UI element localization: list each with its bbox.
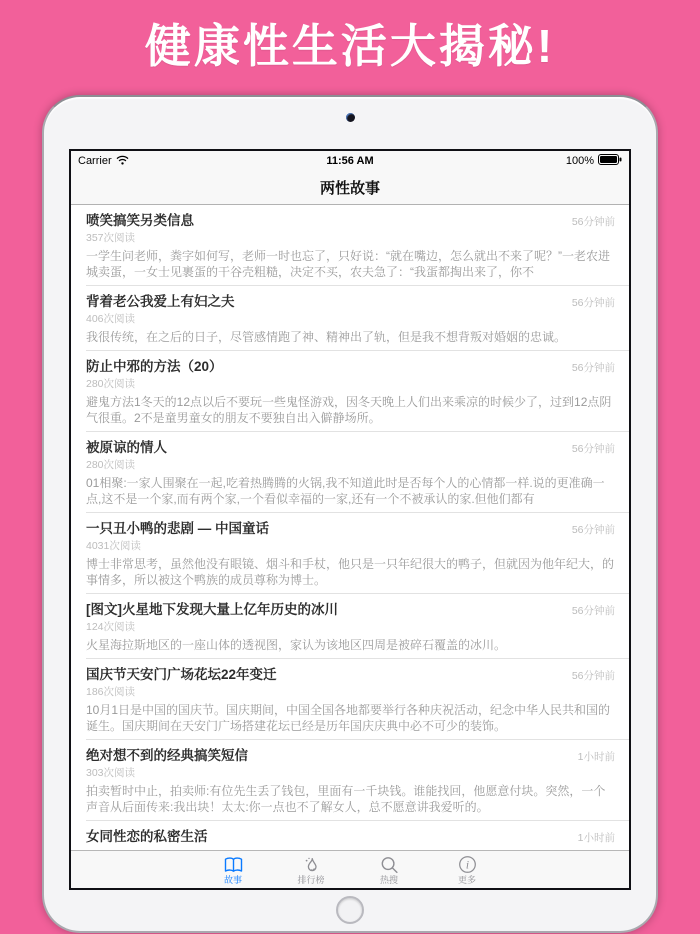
- flame-icon: [301, 855, 321, 874]
- story-title: [图文]火星地下发现大量上亿年历史的冰川: [86, 602, 338, 617]
- nav-bar: [71, 171, 629, 205]
- story-read-count: 124次阅读: [86, 621, 136, 633]
- story-excerpt: 10月1日是中国的国庆节。国庆期间，中国全国各地都要举行各种庆祝活动，纪念中华人民共和国的诞生。国庆期间在天安门广场搭建花坛已经是历年国庆庆典中必不可少的装饰。: [86, 703, 611, 733]
- home-button[interactable]: [336, 896, 364, 924]
- ipad-device-frame: [42, 95, 658, 933]
- story-read-count: 280次阅读: [86, 378, 136, 390]
- story-excerpt: 博士非常思考，虽然他没有眼镜、烟斗和手杖，他只是一只年纪很大的鸭子，但就因为他年纪大，的事情多，所以被这个鸭族的成员尊称为博士。: [86, 557, 615, 587]
- story-list-item[interactable]: [71, 351, 629, 432]
- marketing-banner: [0, 10, 700, 76]
- tab-label: 排行榜: [297, 875, 325, 885]
- tab-more[interactable]: [428, 851, 506, 888]
- story-list-item[interactable]: [71, 205, 629, 286]
- story-timestamp: 1小时前: [577, 751, 615, 763]
- story-title: 防止中邪的方法（20）: [86, 359, 223, 374]
- tab-bar: [71, 850, 629, 888]
- story-timestamp: 56分钟前: [571, 362, 615, 374]
- story-read-count: 357次阅读: [86, 232, 136, 244]
- tab-label: 热搜: [379, 875, 398, 885]
- story-title: 背着老公我爱上有妇之夫: [86, 294, 235, 309]
- story-excerpt: 一学生问老师，粪字如何写，老师一时也忘了，只好说：“就在嘴边，怎么就出不来了呢？”一老农进城卖蛋，一女士见裹蛋的干谷壳粗糙，决定不买，农夫急了：“我蛋都掏出来了，你不: [86, 249, 610, 279]
- story-timestamp: 56分钟前: [571, 670, 615, 682]
- story-excerpt: 拍卖暂时中止，拍卖师:有位先生丢了钱包，里面有一千块钱。谁能找回，他愿意付块。突然，一个声音从后面传来:我出块！太太:你一点也不了解女人，总不愿意讲我爱听的。: [86, 784, 606, 814]
- story-list-item[interactable]: [71, 740, 629, 821]
- tab-hot-search[interactable]: [350, 851, 428, 888]
- story-title: 女同性恋的私密生活: [86, 829, 208, 844]
- story-excerpt: 火星海拉斯地区的一座山体的透视图，家认为该地区四周是被碎石覆盖的冰川。: [86, 638, 507, 652]
- battery-percent-label: 100%: [565, 155, 594, 167]
- search-icon: [380, 855, 399, 874]
- story-title: 喷笑搞笑另类信息: [86, 213, 194, 228]
- story-read-count: 186次阅读: [86, 686, 136, 698]
- battery-icon: [598, 154, 622, 168]
- story-read-count: 406次阅读: [86, 313, 136, 325]
- svg-text:i: i: [465, 859, 469, 872]
- story-list-item[interactable]: [71, 432, 629, 513]
- story-title: 绝对想不到的经典搞笑短信: [86, 748, 248, 763]
- story-timestamp: 56分钟前: [571, 443, 615, 455]
- page-title: 两性故事: [319, 180, 380, 197]
- story-list-item[interactable]: [71, 513, 629, 594]
- story-timestamp: 56分钟前: [571, 605, 615, 617]
- story-excerpt: 避鬼方法1冬天的12点以后不要玩一些鬼怪游戏，因冬天晚上人们出来乘凉的时候少了，过到12点阴气很重。2不是童男童女的朋友不要独自出入僻静场所。: [86, 395, 612, 425]
- story-read-count: 280次阅读: [86, 459, 136, 471]
- tab-label: 故事: [223, 875, 242, 885]
- front-camera-icon: [346, 113, 355, 122]
- tab-ranking[interactable]: [272, 851, 350, 888]
- story-list-item[interactable]: [71, 594, 629, 659]
- story-timestamp: 1小时前: [577, 832, 615, 844]
- story-excerpt: 01相聚:一家人围聚在一起,吃着热腾腾的火锅,我不知道此时是否每个人的心情都一样.说的更准确一点,这不是一个家,而有两个家,一个看似幸福的一家,还有一个不被承认的家.但他们都有: [86, 476, 605, 506]
- book-icon: [223, 855, 244, 874]
- story-read-count: 303次阅读: [86, 767, 136, 779]
- app-screen: [69, 149, 631, 890]
- story-excerpt: 我很传统，在之后的日子，尽管感情跑了神、精神出了轨，但是我不想背叛对婚姻的忠诚。: [86, 330, 567, 344]
- story-title: 国庆节天安门广场花坛22年变迁: [86, 667, 277, 682]
- story-title: 被原谅的情人: [86, 440, 167, 455]
- story-list-item[interactable]: [71, 286, 629, 351]
- story-list-item[interactable]: [71, 821, 629, 850]
- tab-stories[interactable]: [194, 851, 272, 888]
- story-timestamp: 56分钟前: [571, 524, 615, 536]
- carrier-label: Carrier: [78, 155, 112, 167]
- story-list-item[interactable]: [71, 659, 629, 740]
- story-read-count: 4031次阅读: [86, 540, 141, 552]
- info-icon: [458, 855, 477, 874]
- story-timestamp: 56分钟前: [571, 297, 615, 309]
- banner-title: 健康性生活大揭秘!: [144, 20, 556, 72]
- story-title: 一只丑小鸭的悲剧 — 中国童话: [86, 521, 270, 536]
- tab-label: 更多: [457, 875, 476, 885]
- status-bar: [71, 151, 629, 171]
- status-time: 11:56 AM: [326, 155, 374, 167]
- story-list[interactable]: [71, 205, 629, 850]
- story-timestamp: 56分钟前: [571, 216, 615, 228]
